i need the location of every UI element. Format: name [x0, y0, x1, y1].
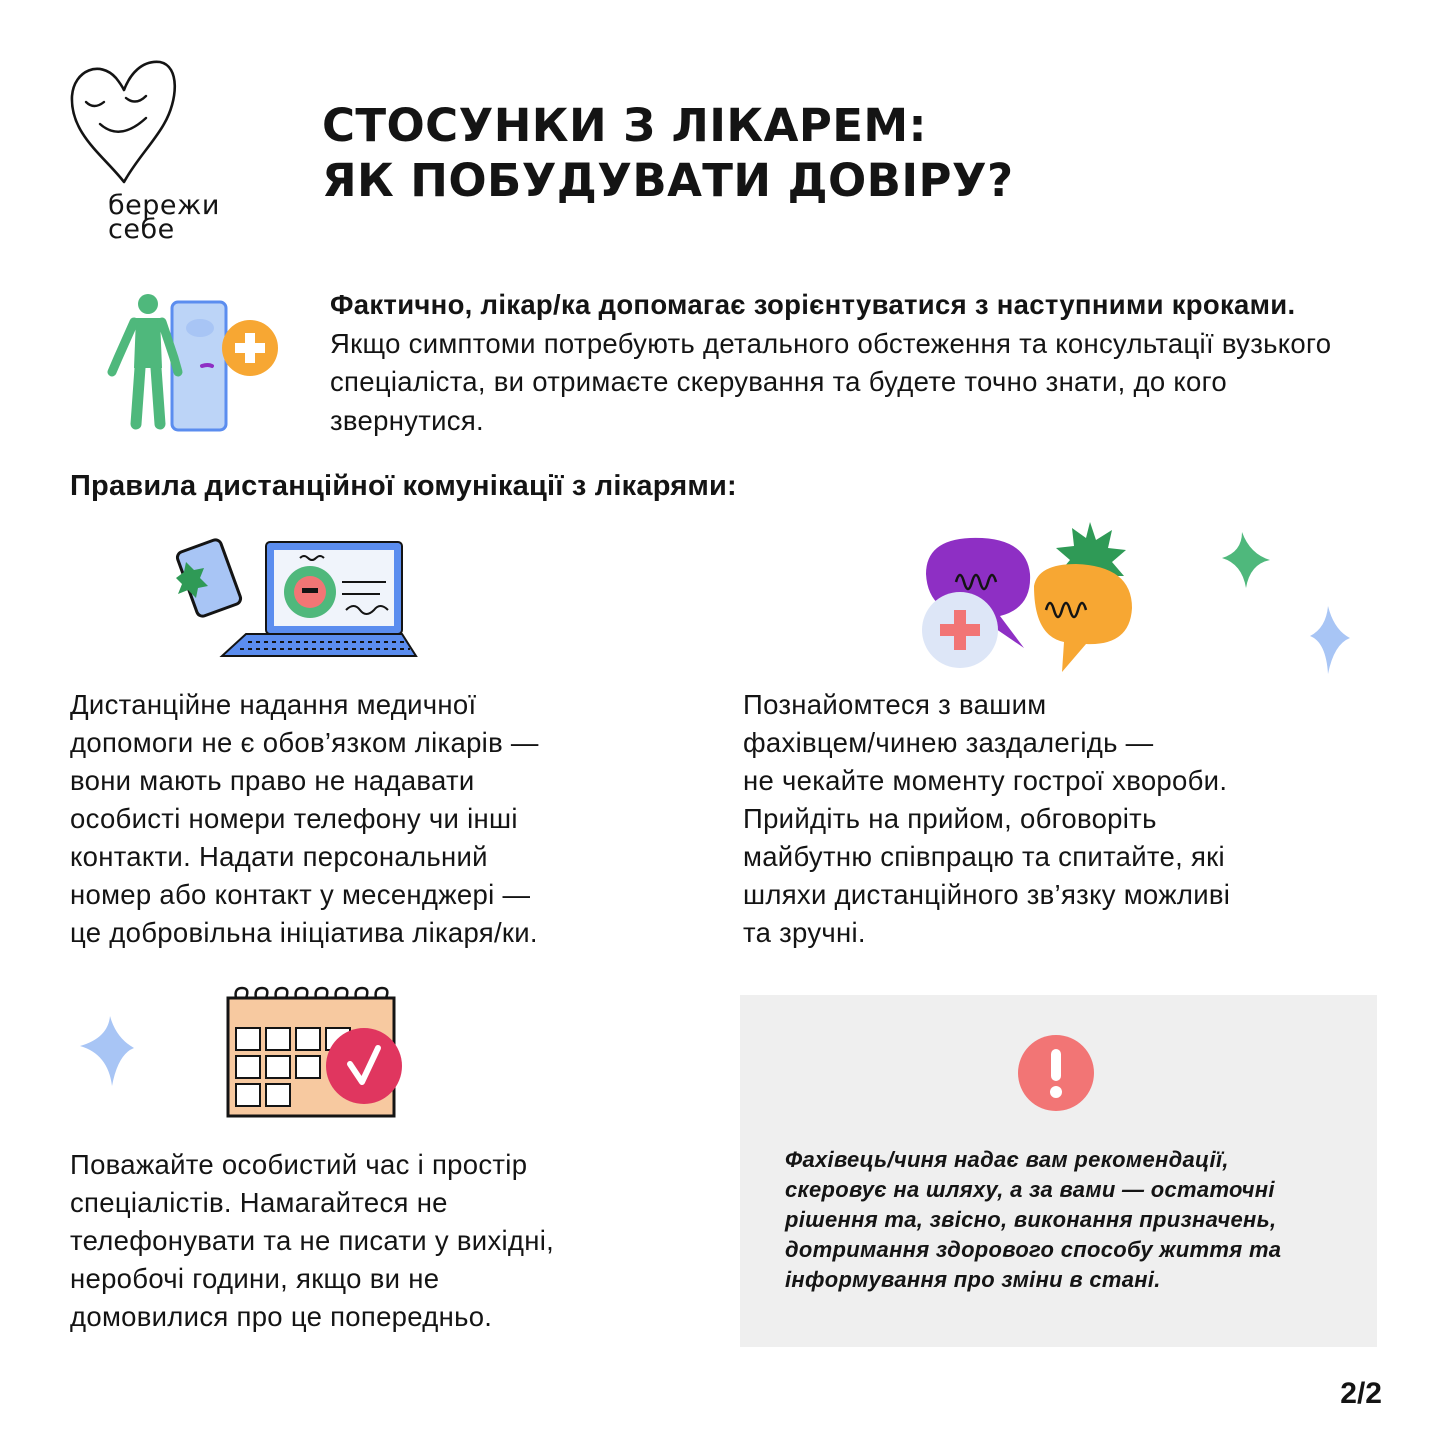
title-line-1: СТОСУНКИ З ЛІКАРЕМ: — [322, 99, 927, 152]
intro-bold: Фактично, лікар/ка допомагає зорієнтуватися з наступними кроками. — [330, 289, 1296, 320]
chat-illustration — [916, 518, 1386, 693]
intro-paragraph — [330, 286, 1350, 440]
brand-logo — [64, 56, 244, 256]
rules-heading: Правила дистанційної комунікації з лікарями: — [70, 470, 737, 502]
doctor-figure-illustration — [98, 288, 288, 438]
chat-bubbles-medical-cross-icon — [916, 518, 1386, 688]
important-callout — [740, 995, 1377, 1347]
calendar-illustration — [70, 984, 410, 1129]
intro-body: Якщо симптоми потребують детального обстеження та консультації вузького спеціаліста, ви отримаєте скерування та будете точно знати, до кого звернутися. — [330, 327, 1332, 436]
figure-phone-plus-icon — [98, 288, 288, 438]
exclamation-icon — [1018, 1035, 1094, 1111]
rule-text-meet-doctor: Познайомтеся з вашим фахівцем/чинею заздалегідь — не чекайте моменту гострої хвороби. Прийдіть на прийом, обговоріть майбутню співпрацю та спитайте, які шляхи дистанційного зв’язку можливі та зручні. — [743, 689, 1231, 948]
smiling-heart-icon — [64, 56, 184, 196]
rule-text-remote-care: Дистанційне надання медичної допомоги не є обов’язком лікарів — вони мають право не надавати особисті номери телефону чи інші контакти. Надати персональний номер або контакт у месенджері — це добровільна ініціатива лікаря/ки. — [70, 689, 539, 948]
page-number: 2/2 — [1340, 1377, 1382, 1410]
callout-text: Фахівець/чиня надає вам рекомендації, скеровує на шляху, а за вами — остаточні рішення та, звісно, виконання призначень, дотримання здорового способу життя та інформування про зміни в стані. — [785, 1147, 1282, 1292]
brand-name — [108, 190, 220, 245]
page-title — [322, 98, 1322, 208]
calendar-checkmark-icon — [70, 984, 410, 1124]
laptop-illustration — [170, 536, 420, 671]
title-line-2: ЯК ПОБУДУВАТИ ДОВІРУ? — [322, 154, 1014, 207]
brand-line-2: себе — [108, 214, 175, 245]
laptop-phone-video-call-icon — [170, 536, 420, 666]
brand-line-1: бережи — [108, 190, 220, 221]
rule-text-respect-time: Поважайте особистий час і простір спеціалістів. Намагайтеся не телефонувати та не писати у вихідні, неробочі години, якщо ви не домовилися про це попередньо. — [70, 1149, 555, 1332]
